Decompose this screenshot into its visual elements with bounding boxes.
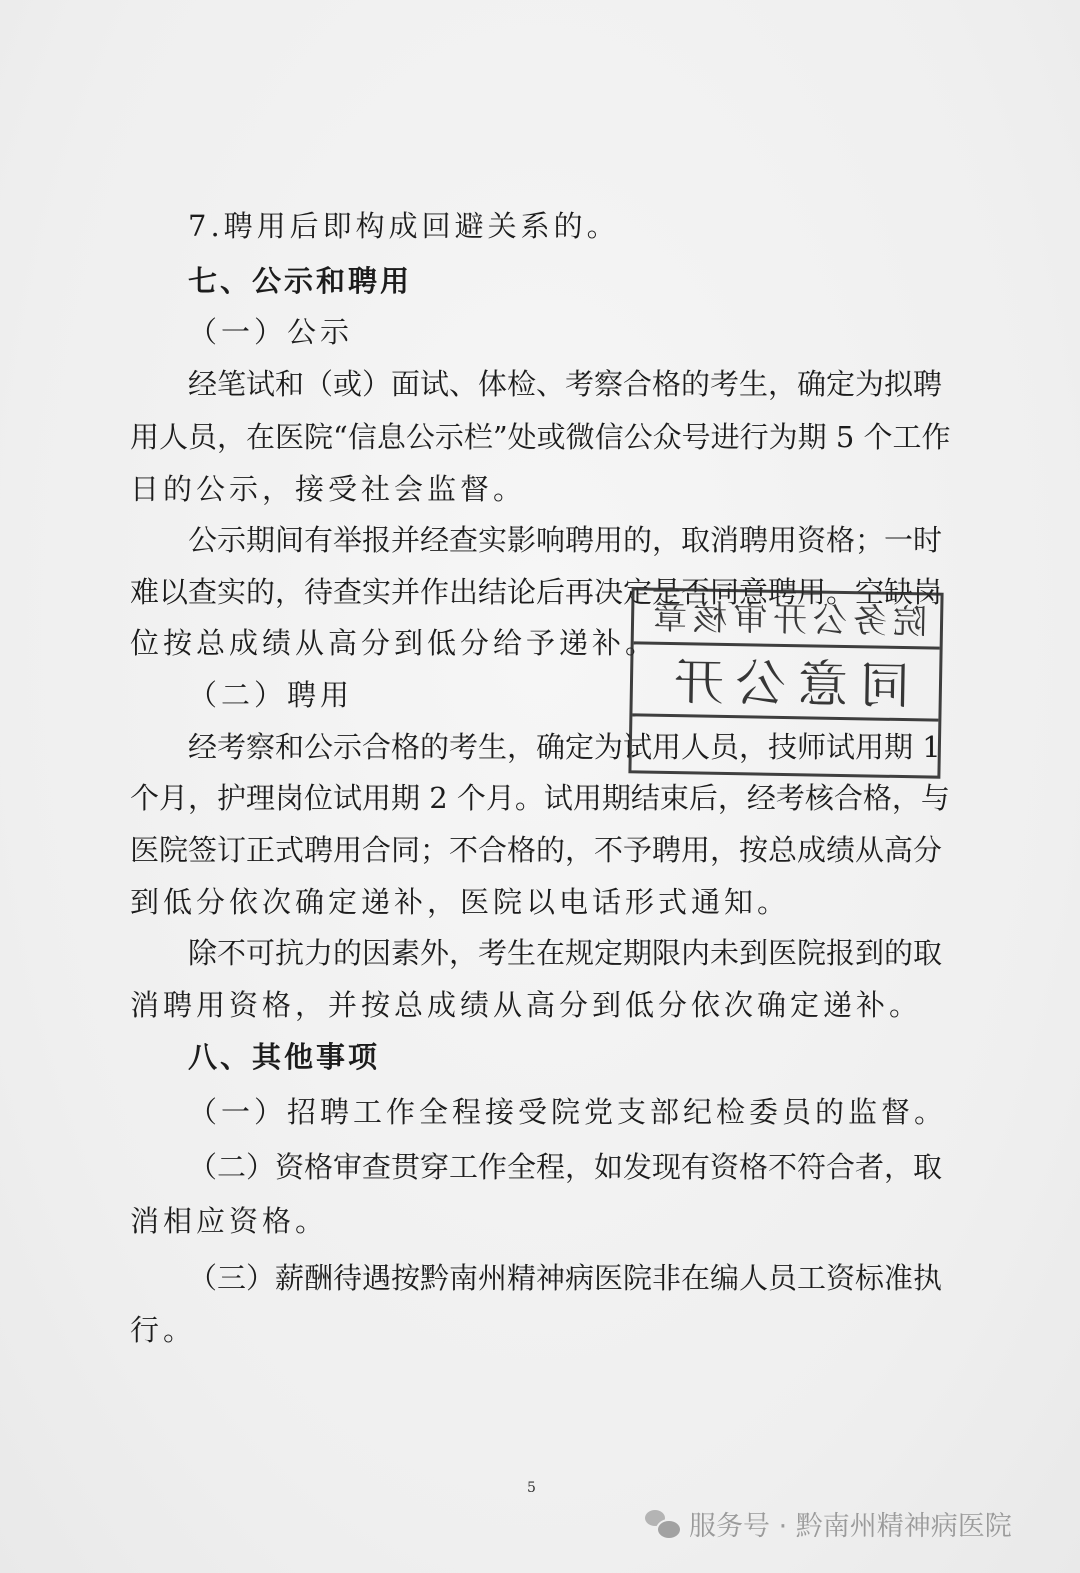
paragraph-line: 难以查实的，待查实并作出结论后再决定是否同意聘用。空缺岗 bbox=[130, 575, 943, 609]
wechat-watermark bbox=[645, 1503, 1012, 1543]
paragraph-line: 到低分依次确定递补，医院以电话形式通知。 bbox=[130, 885, 791, 919]
paragraph-line: 用人员，在医院“信息公示栏”处或微信公众号进行为期 5 个工作 bbox=[130, 420, 951, 454]
paragraph-line: 公示期间有举报并经查实影响聘用的，取消聘用资格；一时 bbox=[188, 523, 943, 557]
paragraph-line: （二）资格审查贯穿工作全程，如发现有资格不符合者，取 bbox=[188, 1150, 943, 1184]
paragraph-line: 日的公示，接受社会监督。 bbox=[130, 472, 527, 506]
paragraph-line: 消聘用资格，并按总成绩从高分到低分依次确定递补。 bbox=[130, 988, 923, 1022]
paragraph-line: （一）招聘工作全程接受院党支部纪检委员的监督。 bbox=[188, 1095, 948, 1129]
paragraph-item-7: 7.聘用后即构成回避关系的。 bbox=[188, 209, 620, 243]
paragraph-line: 除不可抗力的因素外，考生在规定期限内未到医院报到的取 bbox=[188, 936, 943, 970]
paragraph-line: 个月，护理岗位试用期 2 个月。试用期结束后，经考核合格，与 bbox=[130, 781, 950, 815]
stamp-top-text: 院务公开审核章 bbox=[634, 590, 941, 649]
approval-stamp bbox=[628, 587, 943, 778]
paragraph-line: 消相应资格。 bbox=[130, 1204, 329, 1238]
paragraph-line: 经考察和公示合格的考生，确定为试用人员，技师试用期 1 bbox=[188, 730, 941, 764]
paragraph-line: 行。 bbox=[130, 1313, 197, 1347]
section-heading-8: 八、其他事项 bbox=[188, 1040, 381, 1074]
subsection-heading-hiring: （二）聘用 bbox=[188, 678, 354, 712]
watermark-text: 服务号 · 黔南州精神病医院 bbox=[689, 1510, 1012, 1542]
section-heading-7: 七、公示和聘用 bbox=[188, 264, 413, 298]
paragraph-line: 经笔试和（或）面试、体检、考察合格的考生，确定为拟聘 bbox=[188, 367, 943, 401]
paragraph-line: 医院签订正式聘用合同；不合格的，不予聘用，按总成绩从高分 bbox=[130, 833, 943, 867]
page-number: 5 bbox=[527, 1480, 536, 1496]
wechat-icon bbox=[645, 1508, 679, 1538]
paragraph-line: 位按总成绩从高分到低分给予递补。 bbox=[130, 626, 659, 660]
subsection-heading-publicity: （一）公示 bbox=[188, 315, 354, 349]
paragraph-line: （三）薪酬待遇按黔南州精神病医院非在编人员工资标准执 bbox=[188, 1261, 943, 1295]
stamp-main-text: 同意公开 bbox=[632, 646, 939, 721]
